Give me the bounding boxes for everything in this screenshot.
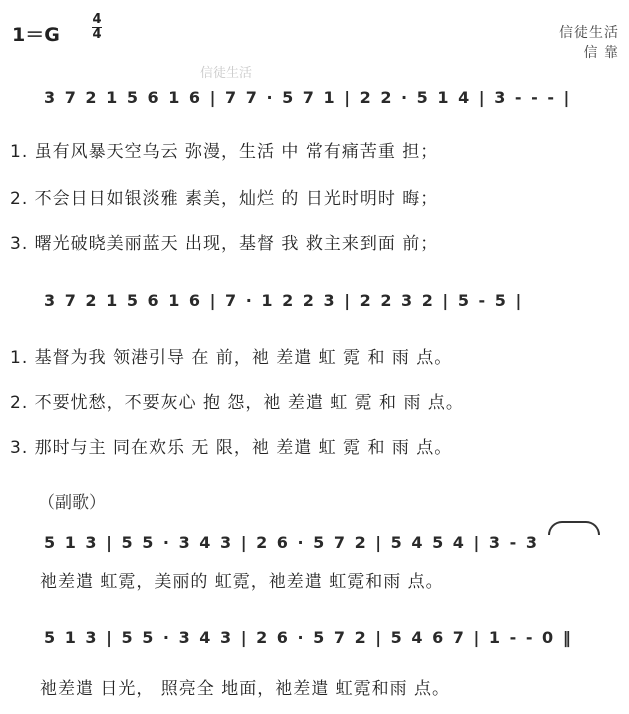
lyricist-credit: 信徒生活: [559, 25, 619, 41]
verse-2-lyrics-part-1: 2. 不会日日如银淡雅 素美，灿烂 的 日光时明时 晦；: [10, 189, 439, 209]
key-signature: 1＝G: [12, 24, 60, 46]
verse-2-lyrics-part-2: 2. 不要忧愁，不要灰心 抱 怨，祂 差遣 虹 霓 和 雨 点。: [10, 393, 464, 413]
chorus-lyrics-line-2: 祂差遣 日光， 照亮全 地面，祂差遣 虹霓和雨 点。: [40, 679, 451, 699]
tie-slur: [548, 521, 600, 535]
time-signature: [92, 14, 102, 41]
verse-notes-line-1: 3 7 2 1 5 6 1 6 | 7 7 · 5 7 1 | 2 2 · 5 1 4 | 3 - - - |: [44, 88, 572, 107]
verse-1-lyrics-part-2: 1. 基督为我 领港引导 在 前，祂 差遣 虹 霓 和 雨 点。: [10, 348, 453, 368]
chorus-label: （副歌）: [38, 493, 106, 513]
chorus-notes-line-1: 5 1 3 | 5 5 · 3 4 3 | 2 6 · 5 7 2 | 5 4 5 4 | 3 - 3: [44, 533, 539, 552]
time-signature-bottom: 4: [92, 27, 102, 42]
ghost-title: 信徒生活: [200, 66, 253, 81]
verse-3-lyrics-part-1: 3. 曙光破晓美丽蓝天 出现，基督 我 救主来到面 前；: [10, 234, 439, 254]
composer-credit: 信 靠: [583, 45, 619, 61]
chorus-notes-line-2: 5 1 3 | 5 5 · 3 4 3 | 2 6 · 5 7 2 | 5 4 6 7 | 1 - - 0 ‖: [44, 628, 573, 647]
verse-notes-line-2: 3 7 2 1 5 6 1 6 | 7 · 1 2 2 3 | 2 2 3 2 | 5 - 5 |: [44, 291, 524, 310]
verse-3-lyrics-part-2: 3. 那时与主 同在欢乐 无 限，祂 差遣 虹 霓 和 雨 点。: [10, 438, 453, 458]
verse-1-lyrics-part-1: 1. 虽有风暴天空乌云 弥漫，生活 中 常有痛苦重 担；: [10, 142, 439, 162]
time-signature-top: 4: [92, 12, 102, 27]
chorus-lyrics-line-1: 祂差遣 虹霓，美丽的 虹霓，祂差遣 虹霓和雨 点。: [40, 572, 444, 592]
